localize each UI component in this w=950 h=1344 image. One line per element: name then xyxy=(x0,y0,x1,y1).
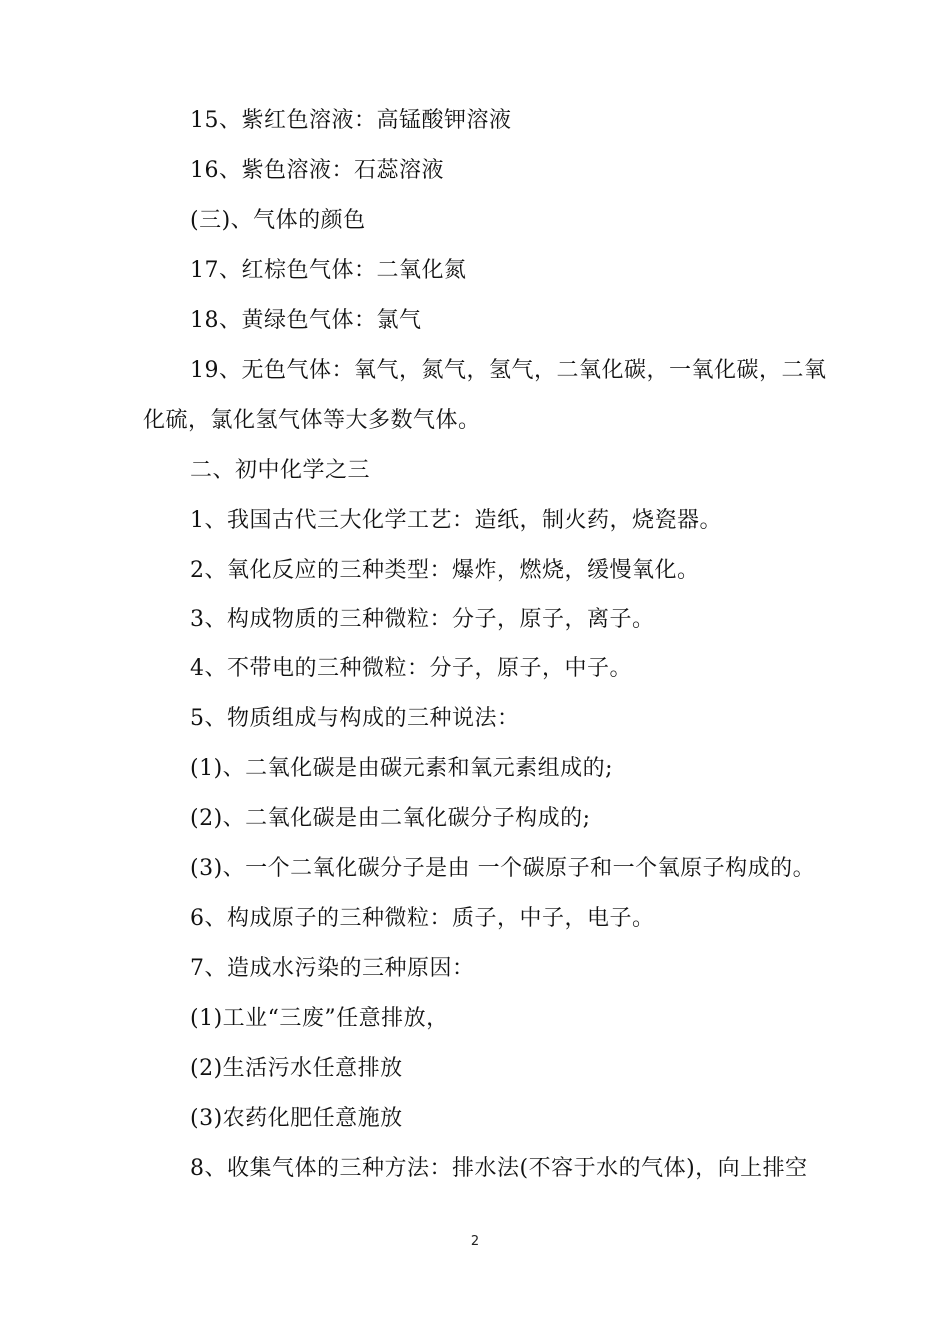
section-heading: 二、初中化学之三 xyxy=(190,458,371,483)
text-line: 5、物质组成与构成的三种说法： xyxy=(190,706,520,731)
text-line: 1、我国古代三大化学工艺：造纸，制火药，烧瓷器。 xyxy=(190,508,722,533)
text-line: 3、构成物质的三种微粒：分子，原子，离子。 xyxy=(190,607,655,632)
text-line: 16、紫色溶液：石蕊溶液 xyxy=(190,158,444,183)
text-line: 2、氧化反应的三种类型：爆炸，燃烧，缓慢氧化。 xyxy=(190,558,700,583)
text-line: (1)、二氧化碳是由碳元素和氧元素组成的; xyxy=(190,756,614,781)
text-line-continuation: 化硫，氯化氢气体等大多数气体。 xyxy=(143,408,481,433)
text-line: (2)、二氧化碳是由二氧化碳分子构成的; xyxy=(190,806,591,831)
text-line: 15、紫红色溶液：高锰酸钾溶液 xyxy=(190,108,512,133)
text-line: (3)农药化肥任意施放 xyxy=(190,1106,403,1131)
section-heading: (三)、气体的颜色 xyxy=(190,208,366,233)
text-line: 19、无色气体：氧气，氮气，氢气，二氧化碳，一氧化碳，二氧 xyxy=(190,358,827,383)
text-line: 6、构成原子的三种微粒：质子，中子，电子。 xyxy=(190,906,655,931)
text-line: (1)工业“三废”任意排放， xyxy=(190,1006,449,1031)
text-line: (2)生活污水任意排放 xyxy=(190,1056,403,1081)
text-line: 7、造成水污染的三种原因： xyxy=(190,956,475,981)
text-line: 8、收集气体的三种方法：排水法(不容于水的气体)，向上排空 xyxy=(190,1156,808,1181)
text-line: 4、不带电的三种微粒：分子，原子，中子。 xyxy=(190,656,632,681)
text-line: (3)、一个二氧化碳分子是由 一个碳原子和一个氧原子构成的。 xyxy=(190,856,816,881)
page-number: 2 xyxy=(470,1234,480,1249)
text-line: 18、黄绿色气体：氯气 xyxy=(190,308,422,333)
text-line: 17、红棕色气体：二氧化氮 xyxy=(190,258,467,283)
